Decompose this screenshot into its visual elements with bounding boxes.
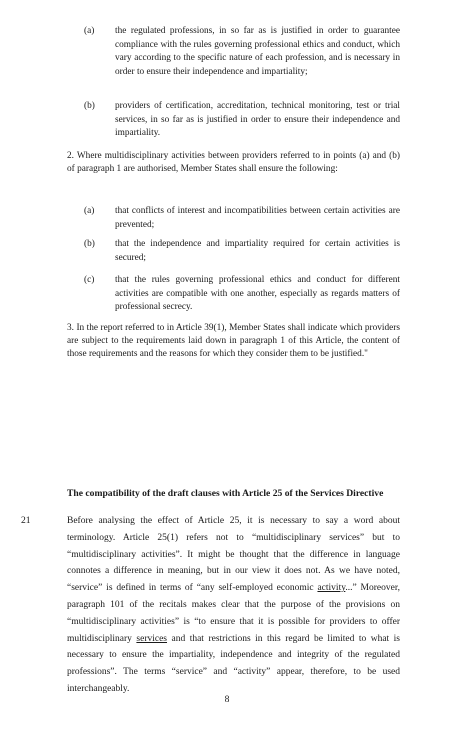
item-label: (a) (84, 206, 95, 216)
item-label: (a) (84, 26, 95, 36)
item-label: (c) (84, 275, 95, 285)
quote-paragraph-2: 2. Where multidisciplinary activities between providers referred to in points (a) and (b) of paragraph 1 are authorised, Member States shall ensure the following: (67, 151, 400, 175)
paragraph-number: 21 (21, 515, 31, 526)
item-text: the regulated professions, in so far as is justified in order to guarantee compliance with the rules governing professional ethics and conduct, which vary according to the specific nature of each profession, and is necessary in order to ensure their independence and impartiality; (115, 26, 400, 77)
item-text: that the rules governing professional ethics and conduct for different activities are compatible with one another, especially as regards matters of professional secrecy. (115, 275, 400, 313)
item-text: that the independence and impartiality required for certain activities is secured; (115, 239, 400, 263)
quote-paragraph-3: 3. In the report referred to in Article 39(1), Member States shall indicate which providers are subject to the requirements laid down in paragraph 1 of this Article, the content of those requirements and the reasons for which they consider them to be justified." (67, 323, 400, 360)
paragraph-text: Before analysing the effect of Article 25, it is necessary to say a word about terminology. Article 25(1) refers not to “multidisciplinary services” but to “multidisciplinary activities”. It might be thought that the difference in language connotes a difference in meaning, but in our view it does not. As we have noted, “service” is defined in terms of “any self-employed economic (67, 516, 400, 594)
underlined-word: services (136, 633, 168, 644)
underlined-word: activity (317, 583, 346, 594)
section-heading: The compatibility of the draft clauses with Article 25 of the Services Directive (67, 488, 384, 499)
main-paragraph (67, 513, 400, 698)
item-label: (b) (84, 239, 95, 249)
item-text: that conflicts of interest and incompatibilities between certain activities are prevented; (115, 206, 400, 230)
item-text: providers of certification, accreditation, technical monitoring, test or trial services, in so far as is justified in order to ensure their independence and impartiality. (115, 101, 400, 139)
page-number: 8 (224, 694, 230, 705)
item-label: (b) (84, 101, 95, 111)
paragraph-text: and that restrictions in this regard be limited to what is necessary to ensure the impartiality, independence and integrity of the regulated professions”. The terms “service” and “activity” appear, therefore, to be used interchangeably. (67, 633, 400, 694)
paragraph-text: ...” Moreover, paragraph 101 of the recitals makes clear that the purpose of the provisions on “multidisciplinary activities” is “to ensure that it is possible for providers to offer multidisciplinary (67, 583, 400, 644)
